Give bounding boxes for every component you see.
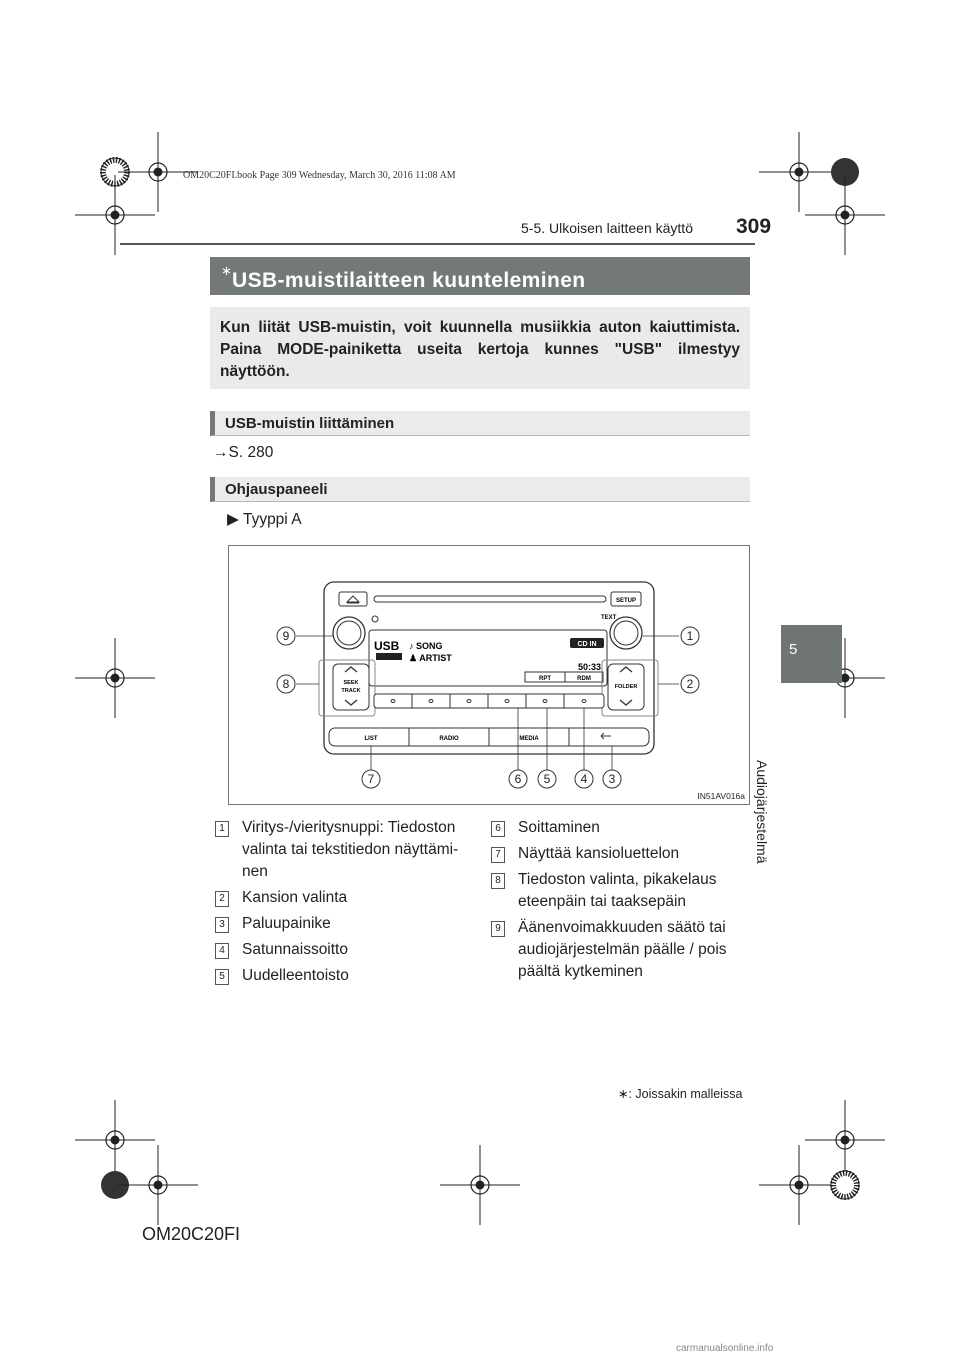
list-item: 9 Äänenvoimakkuuden säätö tai audiojärjestelmän päälle / pois päältä kytkeminen [518,917,748,983]
chapter-tab [781,625,842,683]
figure-code: IN51AV016a [697,791,745,801]
intro-text: Kun liität USB-muistin, voit kuunnella musiikkia auton kaiuttimista. Paina MODE-painiketta useita kertoja kunnes "USB" ilmestyy näyttöön. [220,319,740,380]
svg-text:3: 3 [608,772,616,786]
svg-text:SETUP: SETUP [615,598,637,604]
svg-text:RDM: RDM [577,676,591,682]
svg-text:TEXT: TEXT [601,615,617,621]
triangle-icon: ▶ [227,511,243,528]
svg-text:LIST: LIST [364,736,378,742]
list-item: 2 Kansion valinta [242,887,478,909]
list-item: 5 Uudelleentoisto [242,965,478,987]
list-item: 7 Näyttää kansioluettelon [518,843,748,865]
book-info-line: OM20C20FI.book Page 309 Wednesday, March 30, 2016 11:08 AM [183,170,456,181]
svg-text:RADIO: RADIO [439,736,459,742]
section-title: 5-5. Ulkoisen laitteen käyttö [521,220,693,236]
svg-text:♪ SONG: ♪ SONG [409,641,443,651]
list-item: 8 Tiedoston valinta, pikakelaus eteenpäin tai taaksepäin [518,869,748,913]
control-panel-figure [228,545,750,805]
list-item: 4 Satunnaissoitto [242,939,478,961]
svg-text:1: 1 [686,629,694,643]
svg-text:MEDIA: MEDIA [519,736,539,742]
chapter-label: Audiojärjestelmä [754,760,770,864]
chapter-number: 5 [789,641,798,658]
page-number: 309 [736,215,772,238]
main-title-bar [210,257,750,295]
legend-right [495,817,748,987]
svg-text:50:33: 50:33 [577,662,601,672]
type-label: ▶ Tyyppi A [227,511,302,528]
subheading-connect: USB-muistin liittäminen [210,411,750,436]
svg-text:FOLDER: FOLDER [614,684,638,690]
main-title: USB-muistilaitteen kuunteleminen ∗ [221,263,586,292]
svg-text:7: 7 [367,772,375,786]
list-item: 1 Viritys-/vieritysnuppi: Tiedoston valinta tai tekstitiedon näyttäminen [242,817,478,883]
legend-left [219,817,478,991]
svg-text:4: 4 [580,772,588,786]
intro-box [210,307,750,389]
subheading-panel: Ohjauspaneeli [210,477,750,502]
footnote: ∗: Joissakin malleissa [618,1087,743,1101]
control-panel-illustration [229,546,749,804]
svg-text:TRACK: TRACK [341,688,361,694]
svg-text:♟ ARTIST: ♟ ARTIST [409,653,452,663]
list-item: 3 Paluupainike [242,913,478,935]
header-rule [120,243,755,245]
asterisk-mark: ∗ [221,263,233,278]
svg-text:CD IN: CD IN [577,641,597,648]
svg-text:6: 6 [514,772,522,786]
svg-text:5: 5 [543,772,551,786]
list-item: 6 Soittaminen [518,817,748,839]
svg-text:9: 9 [282,629,290,643]
page-reference: →S. 280 [213,444,274,461]
svg-text:2: 2 [686,677,694,691]
svg-text:8: 8 [282,677,290,691]
asterisk-mark: ∗ [618,1087,629,1101]
manual-code: OM20C20FI [142,1224,241,1244]
svg-text:SEEK: SEEK [343,680,359,686]
watermark: carmanualsonline.info [676,1343,774,1354]
svg-text:USB: USB [374,639,400,653]
svg-text:RPT: RPT [539,676,551,682]
